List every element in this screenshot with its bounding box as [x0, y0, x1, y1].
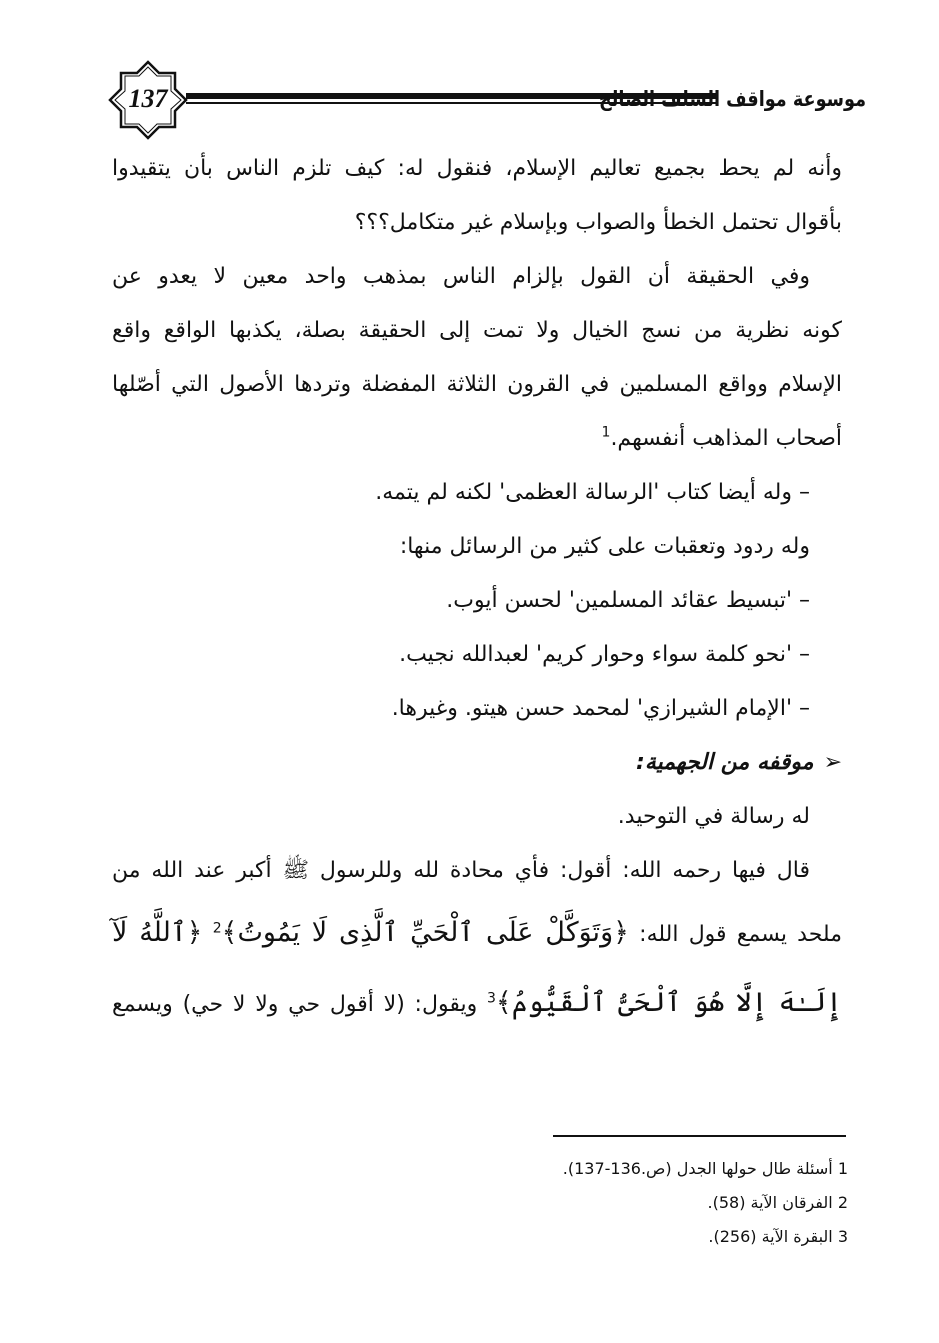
list-item: – 'نحو كلمة سواء وحوار كريم' لعبدالله نجيب.	[399, 642, 810, 667]
footnote-ref: 1	[601, 424, 611, 441]
text-line	[112, 412, 842, 466]
page-number-badge	[108, 60, 188, 140]
text-span: ويقول: (لا أقول حي ولا لا حي) ويسمع	[112, 992, 478, 1017]
arrow-icon: ➢	[823, 750, 842, 775]
text-span: أصحاب المذاهب أنفسهم.	[610, 426, 842, 451]
text-line: الإسلام وواقع المسلمين في القرون الثلاثة المفضلة وتردها الأصول التي أصّلها	[112, 372, 842, 397]
quran-verse: ﴿ٱللَّهُ لَآ	[112, 917, 203, 948]
main-text	[112, 142, 842, 1038]
text-line: وفي الحقيقة أن القول بإلزام الناس بمذهب واحد معين لا يعدو عن	[112, 264, 810, 289]
text-line	[112, 898, 842, 968]
footnote-number: 2	[837, 1193, 848, 1212]
text-line: قال فيها رحمه الله: أقول: فأي محادة لله وللرسول ﷺ أكبر عند الله من	[112, 858, 810, 883]
footnote	[450, 1152, 848, 1186]
section-heading-text: موقفه من الجهمية:	[636, 750, 814, 775]
footnote-text: الفرقان الآية (58).	[707, 1193, 833, 1212]
footnotes	[450, 1152, 848, 1254]
footnote-ref: 2	[212, 920, 222, 937]
page-number: 137	[128, 84, 168, 113]
text-line	[112, 968, 842, 1038]
quran-verse: ﴿وَتَوَكَّلْ عَلَى ٱلْحَيِّ ٱلَّذِى لَا يَمُوتُ﴾	[221, 917, 629, 948]
list-item: – وله أيضا كتاب 'الرسالة العظمى' لكنه لم يتمه.	[375, 480, 810, 505]
text-span: ملحد يسمع قول الله:	[639, 922, 843, 947]
series-title: موسوعة مواقف السلف الصالح	[599, 87, 866, 111]
list-item: – 'الإمام الشيرازي' لمحمد حسن هيتو. وغيرها.	[391, 696, 810, 721]
footnote	[450, 1220, 848, 1254]
text-line: وله ردود وتعقبات على كثير من الرسائل منها:	[399, 534, 810, 559]
footnote-text: البقرة الآية (256).	[708, 1227, 833, 1246]
list-item: – 'تبسيط عقائد المسلمين' لحسن أيوب.	[446, 588, 810, 613]
text-line: بأقوال تحتمل الخطأ والصواب وبإسلام غير متكامل؟؟؟	[354, 210, 842, 235]
footnote-divider	[553, 1135, 846, 1137]
footnote	[450, 1186, 848, 1220]
footnote-number: 1	[837, 1159, 848, 1178]
quran-verse: إِلَـٰهَ إِلَّا هُوَ ٱلْحَىُّ ٱلْقَيُّومُ﴾	[495, 987, 842, 1018]
footnote-ref: 3	[487, 990, 496, 1007]
footnote-text: أسئلة طال حولها الجدل (ص.136-137).	[562, 1159, 833, 1178]
text-line: كونه نظرية من نسج الخيال ولا تمت إلى الحقيقة بصلة، يكذبها الواقع واقع	[112, 318, 842, 343]
page-header	[108, 60, 868, 140]
footnote-number: 3	[837, 1227, 848, 1246]
text-line: له رسالة في التوحيد.	[617, 804, 810, 829]
text-line: وأنه لم يحط بجميع تعاليم الإسلام، فنقول له: كيف تلزم الناس بأن يتقيدوا	[112, 156, 842, 181]
section-heading	[112, 736, 842, 790]
